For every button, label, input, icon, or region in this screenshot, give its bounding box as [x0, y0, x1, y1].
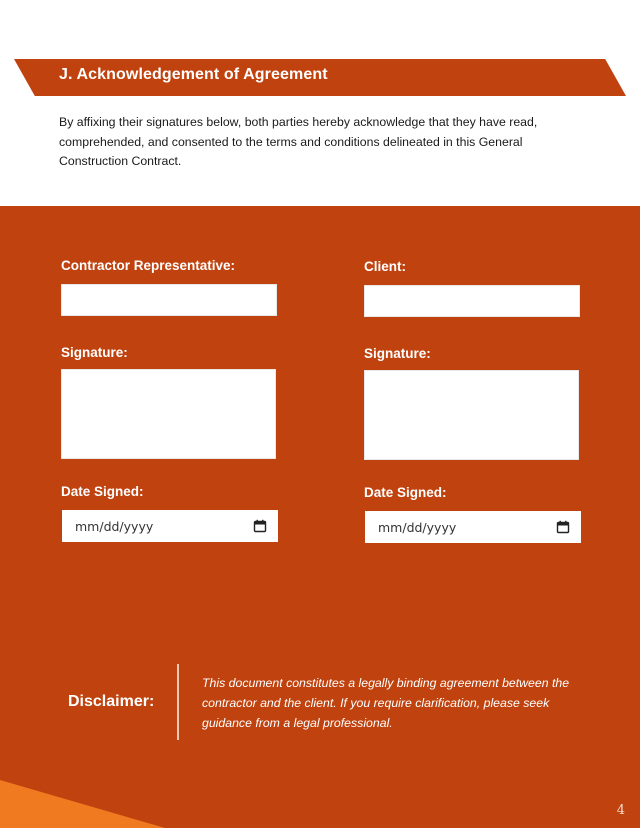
contractor-signature-field[interactable] [61, 369, 276, 459]
client-signature-label: Signature: [364, 346, 431, 361]
client-date-field[interactable] [365, 511, 581, 543]
contractor-date-label: Date Signed: [61, 484, 144, 499]
contractor-date-placeholder: mm/dd/yyyy [75, 518, 154, 534]
contractor-name-field[interactable] [61, 284, 277, 316]
disclaimer-text: This document constitutes a legally binding agreement between the contractor and the client. If you require clarification, please seek guidance from a legal professional. [202, 676, 570, 730]
disclaimer-divider [177, 664, 179, 740]
contractor-date-field[interactable] [62, 510, 278, 542]
client-name-field[interactable] [364, 285, 580, 317]
contractor-name-label: Contractor Representative: [61, 258, 236, 273]
calendar-icon[interactable] [556, 520, 570, 534]
intro-paragraph: By affixing their signatures below, both parties hereby acknowledge that they have read, comprehended, and consented to the terms and conditions delineated in this General Construction Contract. [59, 115, 538, 168]
client-date-placeholder: mm/dd/yyyy [378, 519, 457, 535]
disclaimer-title: Disclaimer: [68, 693, 155, 710]
calendar-icon[interactable] [253, 519, 267, 533]
client-date-label: Date Signed: [364, 485, 447, 500]
client-signature-field[interactable] [364, 370, 579, 460]
section-title: J. Acknowledgement of Agreement [59, 66, 328, 83]
contractor-signature-label: Signature: [61, 345, 128, 360]
page-number: 4 [616, 803, 625, 818]
client-name-label: Client: [364, 259, 406, 274]
